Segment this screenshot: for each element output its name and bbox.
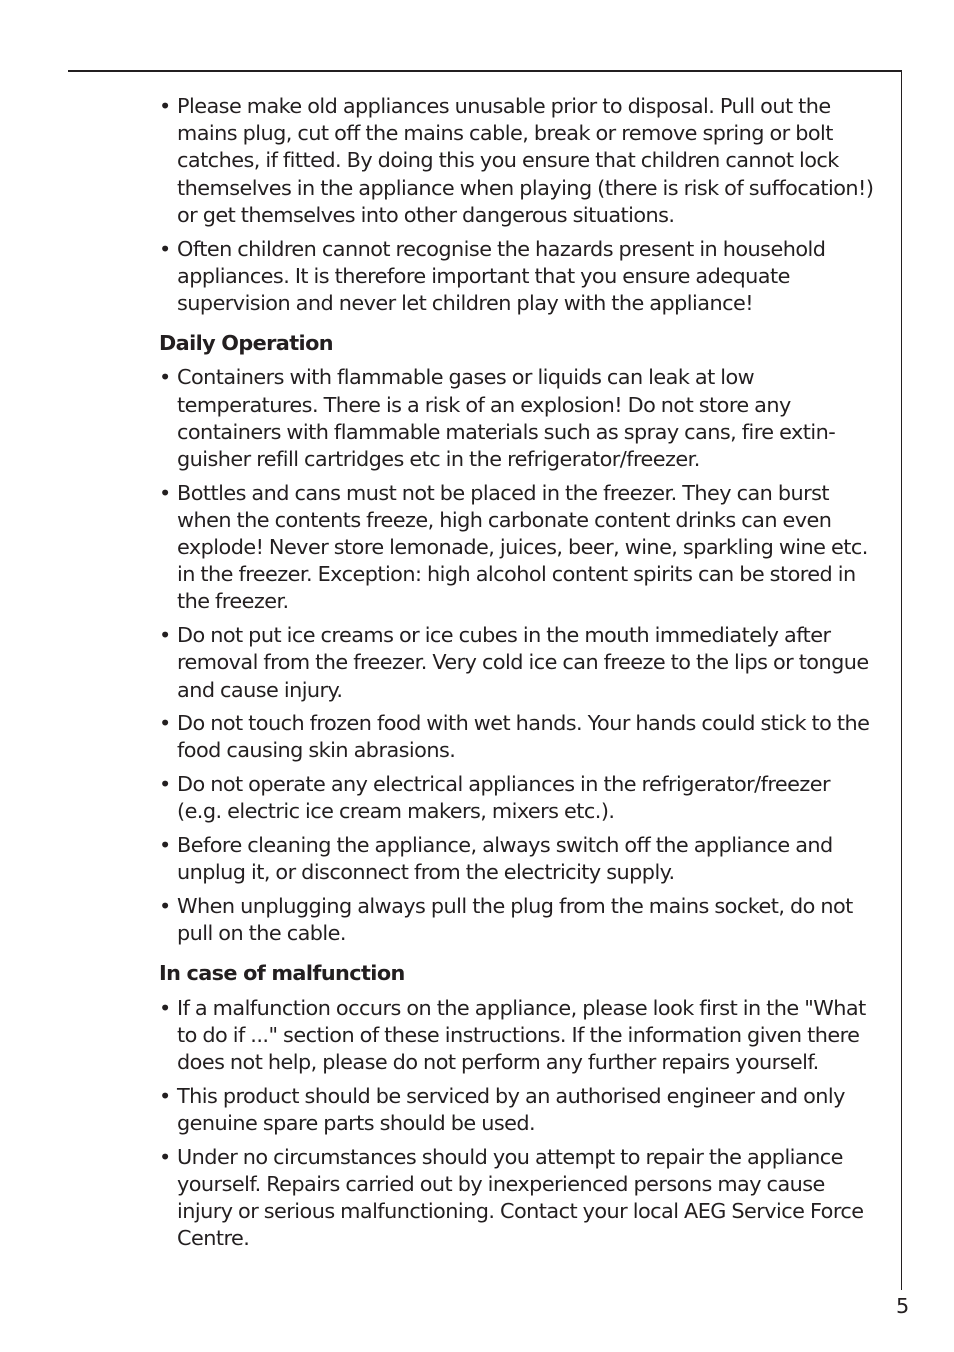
list-item: • Do not touch frozen food with wet hands. Your hands could stick to the food causing skin abrasions. (159, 710, 879, 764)
list-item: • Bottles and cans must not be placed in the freezer. They can burst when the contents freeze, high carbonate content drinks can even explode! Never store lemonade, juices, beer, wine, sparkling wine etc. in the freezer. Exception: high alcohol content spirits can be stored in the freezer. (159, 480, 879, 616)
section-disposal (159, 93, 879, 317)
page-content (159, 93, 879, 1259)
top-rule (68, 70, 902, 72)
list-item: • Under no circumstances should you attempt to repair the appliance yourself. Repairs carried out by inexperienced persons may cause injury or serious malfunctioning. Contact your local AEG Service Force Centre. (159, 1144, 879, 1253)
list-item: • When unplugging always pull the plug from the mains socket, do not pull on the cable. (159, 893, 879, 947)
section-daily-operation (159, 330, 879, 947)
section-malfunction (159, 960, 879, 1252)
page-number: 5 (896, 1294, 910, 1318)
list-item: • Do not put ice creams or ice cubes in the mouth immediately after removal from the freezer. Very cold ice can freeze to the lips or tongue and cause injury. (159, 622, 879, 704)
list-item: • Containers with flammable gases or liquids can leak at low temperatures. There is a risk of an explosion! Do not store any containers with flammable materials such as spray cans, fire extinguisher refill cartridges etc in the refrigerator/freezer. (159, 364, 879, 473)
list-item: • This product should be serviced by an authorised engineer and only genuine spare parts should be used. (159, 1083, 879, 1137)
list-item: • Before cleaning the appliance, always switch off the appliance and unplug it, or disconnect from the electricity supply. (159, 832, 879, 886)
list-item: • Do not operate any electrical appliances in the refrigerator/freezer (e.g. electric ice cream makers, mixers etc.). (159, 771, 879, 825)
list-item: • Please make old appliances unusable prior to disposal. Pull out the mains plug, cut off the mains cable, break or remove spring or bolt catches, if fitted. By doing this you ensure that children cannot lock themselves in the appliance when playing (there is risk of suffocation!) or get themselves into other dangerous situations. (159, 93, 879, 229)
section-heading: In case of malfunction (159, 961, 405, 986)
list-item: • Often children cannot recognise the hazards present in household appliances. It is therefore important that you ensure adequate supervision and never let children play with the appliance! (159, 236, 879, 318)
section-heading: Daily Operation (159, 331, 333, 356)
list-item: • If a malfunction occurs on the appliance, please look first in the "What to do if ..." section of these instructions. If the information given there does not help, please do not perform any further repairs yourself. (159, 995, 879, 1077)
right-rule (901, 70, 902, 1290)
